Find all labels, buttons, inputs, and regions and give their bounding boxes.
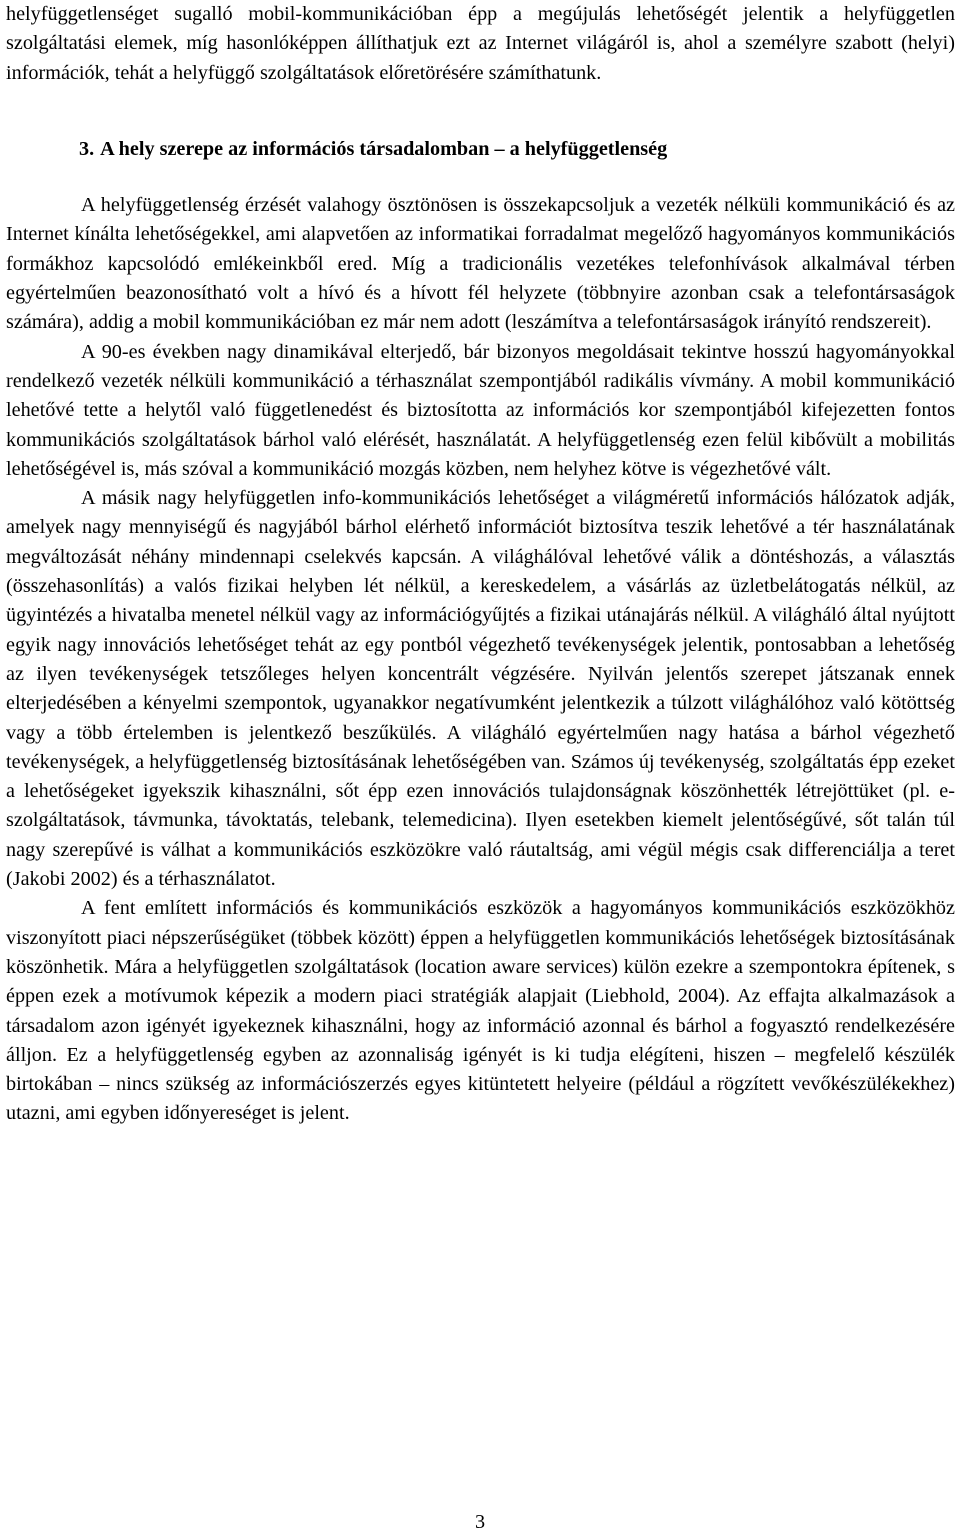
intro-paragraph: helyfüggetlenséget sugalló mobil-kommunikációban épp a megújulás lehetőségét jelentik a helyfüggetlen szolgáltatási elemek, míg hasonlóképpen állíthatjuk ezt az Internet világáról is, ahol a személyre szabott (helyi) információk, tehát a helyfüggő szolgáltatások előretörésére számíthatunk. [6,3,955,84]
section-title: A hely szerepe az információs társadalomban – a helyfüggetlenség [100,137,668,160]
body-paragraph: A fent említett információs és kommunikációs eszközök a hagyományos kommunikációs eszközökhöz viszonyított piaci népszerűségüket (többek között) éppen a helyfüggetlen kommunikációs lehetőségek biztosításának köszönhetik. Mára a helyfüggetlen szolgáltatások (location aware services) külön ezekre a szempontokra építenek, s éppen ezek a motívumok képezik a modern piaci stratégiák alapjait (Liebhold, 2004). Az effajta alkalmazások a társadalom azon igényét igyekeznek kihasználni, hogy az információ azonnal és bárhol a fogyasztó rendelkezésére álljon. Ez a helyfüggetlenség egyben az azonnaliság igényét is ki tudja elégíteni, hiszen – megfelelő készülék birtokában – nincs szükség az információszerzés egyes kitüntetett helyeire (például a rögzített vevőkészülékekhez) utazni, ami egyben időnyereséget is jelent. [6,897,955,1125]
section-heading [6,135,955,164]
section-number: 3. [79,137,95,160]
body-paragraph: A 90-es években nagy dinamikával elterjedő, bár bizonyos megoldásait tekintve hosszú hagyományokkal rendelkező vezeték nélküli kommunikáció a térhasználat szempontjából radikális vívmány. A mobil kommunikáció lehetővé tette a helytől való függetlenedést és biztosította az információs kor szempontjából kifejezetten fontos kommunikációs szolgáltatások bárhol való elérését, használatát. A helyfüggetlenség ezen felül kibővült a mobilitás lehetőségével is, más szóval a kommunikáció mozgás közben, nem helyhez kötve is végezhetővé vált. [6,340,955,480]
page-number: 3 [474,1511,486,1533]
document-body [6,0,955,1129]
body-paragraph: A másik nagy helyfüggetlen info-kommunikációs lehetőséget a világméretű információs hálózatok adják, amelyek nagy mennyiségű és nagyjából bárhol elérhető információt biztosítva teszik lehetővé a tér használatának megváltozását néhány mindennapi cselekvés kapcsán. A világhálóval lehetővé válik a döntéshozás, a választás (összehasonlítás) a valós fizikai helyben lét nélkül, a kereskedelem, a vásárlás az üzletbelátogatás nélkül, az ügyintézés a hivatalba menetel nélkül vagy az információgyűjtés a fizikai utánajárás nélkül. A világháló által nyújtott egyik nagy innovációs lehetőséget tehát az egy pontból végezhető tevékenységek jelentik, pontosabban a lehetőség az ilyen tevékenységek tetszőleges helyen koncentrált végzésére. Nyilván jelentős szerepet játszanak ennek elterjedésében a kényelmi szempontok, ugyanakkor negatívumként jelentkezik a túlzott világhálóhoz való kötöttség vagy a több értelemben is jelentkező beszűkülés. A világháló egyértelműen nagy hatása a bárhol végezhető tevékenységek, a helyfüggetlenség biztosításának lehetőségében van. Számos új tevékenység, szolgáltatás épp ezeket a lehetőségeket igyekszik kihasználni, sőt épp ezen innovációs tulajdonságnak köszönhették létrejöttüket (pl. e-szolgáltatások, távmunka, távoktatás, telebank, telemedicina). Ilyen esetekben kiemelt jelentőségűvé, sőt talán túl nagy szerepűvé is válhat a kommunikációs eszközökre való ráutaltság, ami végül mégis csak differenciálja a teret (Jakobi 2002) és a térhasználatot. [6,487,955,891]
body-paragraph: A helyfüggetlenség érzését valahogy ösztönösen is összekapcsoljuk a vezeték nélküli kommunikáció és az Internet kínálta lehetőségekkel, ami alapvetően az informatikai forradalmat megelőző hagyományos kommunikációs formákhoz kapcsolódó emlékeinkből ered. Míg a tradicionális vezetékes telefonhívások alkalmával térben egyértelműen beazonosítható volt a hívó és a hívott fél helyzete (többnyire azonban csak a telefontársaságok számára), addig a mobil kommunikációban ez már nem adott (leszámítva a telefontársaságok irányító rendszereit). [6,194,955,334]
